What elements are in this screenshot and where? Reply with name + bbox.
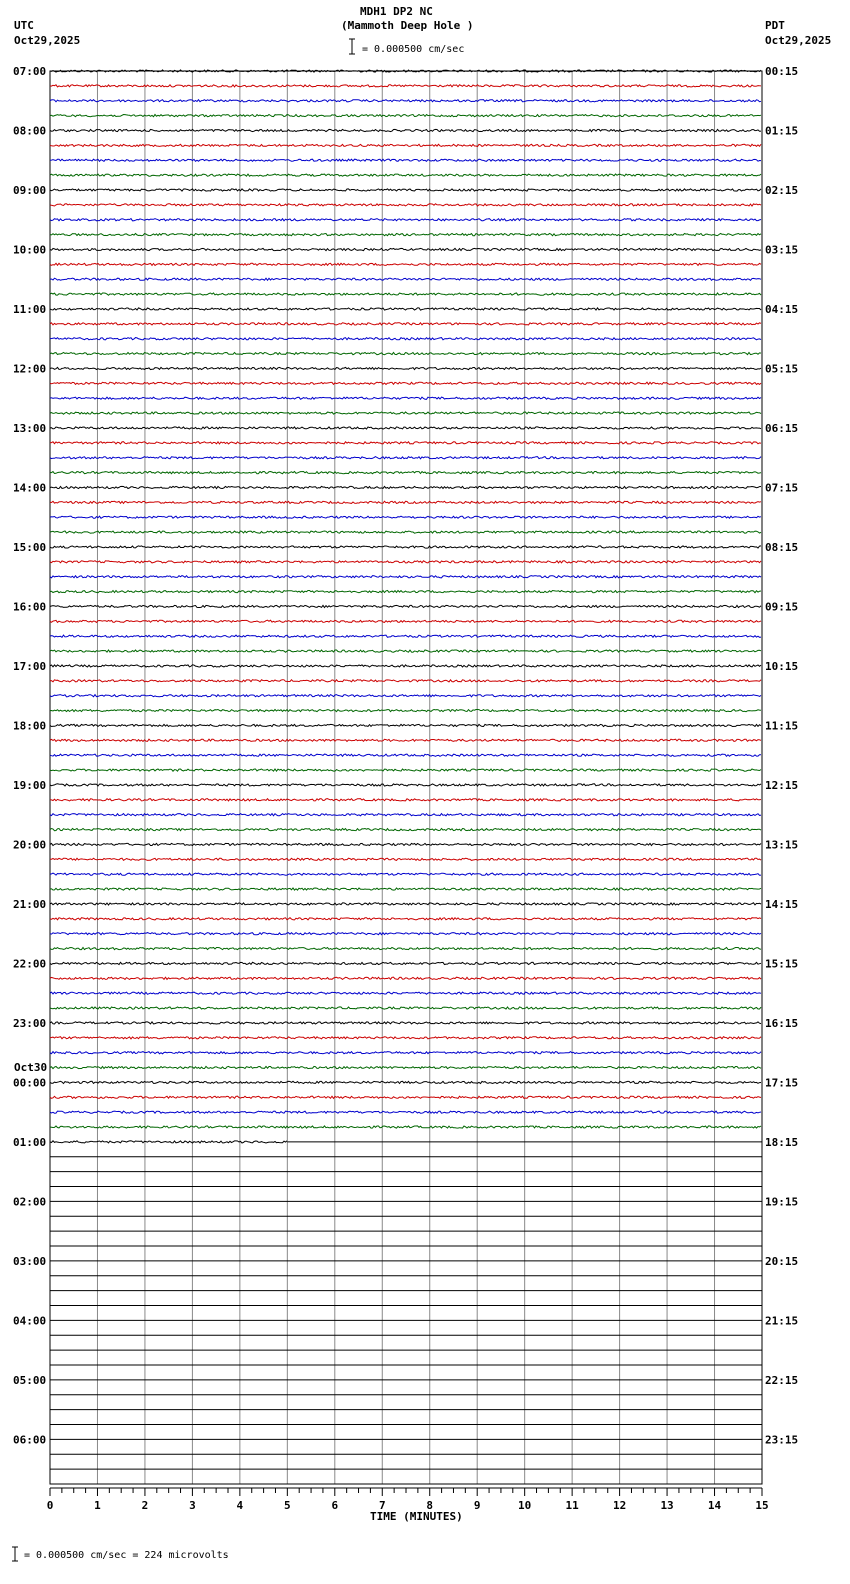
utc-hour-label: 01:00 xyxy=(13,1135,47,1149)
utc-date: Oct29,2025 xyxy=(14,34,81,47)
trace-54 xyxy=(50,873,761,875)
pdt-hour-label: 23:15 xyxy=(765,1433,799,1447)
trace-45 xyxy=(50,739,761,741)
trace-16 xyxy=(50,308,761,310)
trace-31 xyxy=(50,531,761,533)
trace-43 xyxy=(50,710,761,712)
pdt-hour-label: 18:15 xyxy=(765,1135,799,1149)
trace-26 xyxy=(50,457,761,459)
trace-35 xyxy=(50,591,761,593)
trace-2 xyxy=(50,100,761,102)
pdt-hour-label: 20:15 xyxy=(765,1254,799,1268)
trace-47 xyxy=(50,769,761,771)
trace-12 xyxy=(50,248,761,250)
pdt-hour-label: 17:15 xyxy=(765,1076,799,1090)
x-tick-label: 7 xyxy=(378,1499,386,1512)
trace-37 xyxy=(50,620,761,622)
trace-61 xyxy=(50,977,761,979)
utc-hour-label: 20:00 xyxy=(13,838,47,852)
pdt-hour-label: 11:15 xyxy=(765,719,799,733)
trace-71 xyxy=(50,1126,761,1128)
trace-3 xyxy=(50,115,761,117)
utc-label: UTC xyxy=(14,19,34,32)
pdt-hour-label: 14:15 xyxy=(765,897,799,911)
trace-39 xyxy=(50,650,761,652)
utc-hour-label: 08:00 xyxy=(13,124,47,138)
pdt-hour-label: 22:15 xyxy=(765,1373,799,1387)
trace-70 xyxy=(50,1111,761,1113)
trace-21 xyxy=(50,382,761,384)
trace-69 xyxy=(50,1096,761,1098)
pdt-hour-label: 16:15 xyxy=(765,1016,799,1030)
x-tick-label: 8 xyxy=(426,1499,434,1512)
trace-50 xyxy=(50,814,761,816)
trace-14 xyxy=(50,278,761,280)
trace-19 xyxy=(50,353,761,355)
trace-57 xyxy=(50,918,761,920)
trace-34 xyxy=(50,576,761,578)
pdt-hour-label: 21:15 xyxy=(765,1314,799,1328)
pdt-date: Oct29,2025 xyxy=(765,34,832,47)
trace-59 xyxy=(50,948,761,950)
utc-hour-label: 23:00 xyxy=(13,1016,47,1030)
trace-23 xyxy=(50,412,761,414)
trace-10 xyxy=(50,219,761,221)
trace-15 xyxy=(50,293,761,295)
x-tick-label: 15 xyxy=(755,1499,769,1512)
trace-24 xyxy=(50,427,761,429)
trace-41 xyxy=(50,680,761,682)
trace-63 xyxy=(50,1007,761,1009)
pdt-hour-label: 12:15 xyxy=(765,778,799,792)
utc-hour-label: 11:00 xyxy=(13,302,47,316)
x-tick-label: 13 xyxy=(660,1499,674,1512)
trace-6 xyxy=(50,159,761,161)
x-tick-label: 5 xyxy=(284,1499,291,1512)
utc-hour-label: 15:00 xyxy=(13,540,47,554)
trace-72 xyxy=(50,1141,287,1143)
trace-4 xyxy=(50,129,761,131)
pdt-hour-label: 00:15 xyxy=(765,65,799,78)
utc-hour-label: 03:00 xyxy=(13,1254,47,1268)
trace-22 xyxy=(50,397,761,399)
trace-49 xyxy=(50,799,761,801)
trace-48 xyxy=(50,784,761,786)
pdt-hour-label: 05:15 xyxy=(765,362,799,376)
trace-38 xyxy=(50,635,761,637)
pdt-hour-label: 13:15 xyxy=(765,838,799,852)
pdt-hour-label: 08:15 xyxy=(765,540,799,554)
trace-58 xyxy=(50,933,761,935)
utc-hour-label: 00:00 xyxy=(13,1076,47,1090)
utc-hour-label: 10:00 xyxy=(13,243,47,257)
x-tick-label: 6 xyxy=(331,1499,339,1512)
pdt-hour-label: 07:15 xyxy=(765,481,799,495)
trace-9 xyxy=(50,204,761,206)
utc-hour-label: 05:00 xyxy=(13,1373,47,1387)
utc-hour-label: 14:00 xyxy=(13,481,47,495)
trace-33 xyxy=(50,561,761,563)
trace-layer xyxy=(50,70,762,1484)
x-tick-label: 9 xyxy=(473,1499,481,1512)
x-tick-label: 10 xyxy=(518,1499,532,1512)
trace-20 xyxy=(50,367,761,369)
x-tick-label: 14 xyxy=(707,1499,722,1512)
x-axis-title: TIME (MINUTES) xyxy=(370,1510,463,1523)
trace-55 xyxy=(50,888,761,890)
utc-hour-label: 18:00 xyxy=(13,719,47,733)
trace-25 xyxy=(50,442,761,444)
x-tick-label: 2 xyxy=(141,1499,149,1512)
utc-hour-label: 17:00 xyxy=(13,659,47,673)
utc-hour-label: 22:00 xyxy=(13,957,47,971)
trace-36 xyxy=(50,605,761,607)
location-title: (Mammoth Deep Hole ) xyxy=(341,19,474,32)
x-axis xyxy=(47,1488,769,1512)
utc-hour-label: 06:00 xyxy=(13,1433,47,1447)
trace-66 xyxy=(50,1052,761,1054)
pdt-hour-label: 02:15 xyxy=(765,183,799,197)
calibration-label: = 0.000500 cm/sec = 224 microvolts xyxy=(24,1550,229,1561)
trace-65 xyxy=(50,1037,761,1039)
trace-17 xyxy=(50,323,761,325)
utc-hour-label: 07:00 xyxy=(13,65,47,78)
trace-68 xyxy=(50,1081,761,1083)
scale-label: = 0.000500 cm/sec xyxy=(362,44,465,55)
utc-hour-label: 21:00 xyxy=(13,897,47,911)
trace-13 xyxy=(50,263,761,265)
trace-30 xyxy=(50,516,761,518)
utc-hour-label: 09:00 xyxy=(13,183,47,197)
trace-11 xyxy=(50,234,761,236)
pdt-hour-label: 04:15 xyxy=(765,302,799,316)
pdt-hour-label: 03:15 xyxy=(765,243,799,257)
trace-51 xyxy=(50,829,761,831)
trace-52 xyxy=(50,843,761,845)
pdt-hour-label: 01:15 xyxy=(765,124,799,138)
trace-53 xyxy=(50,858,761,860)
trace-62 xyxy=(50,992,761,994)
x-tick-label: 1 xyxy=(94,1499,101,1512)
x-tick-label: 4 xyxy=(236,1499,244,1512)
station-title: MDH1 DP2 NC xyxy=(360,5,433,18)
trace-18 xyxy=(50,338,761,340)
trace-7 xyxy=(50,174,761,176)
utc-hour-label: 02:00 xyxy=(13,1195,47,1209)
trace-44 xyxy=(50,724,761,726)
pdt-label: PDT xyxy=(765,19,785,32)
pdt-hour-label: 15:15 xyxy=(765,957,799,971)
trace-28 xyxy=(50,486,761,488)
pdt-hour-label: 19:15 xyxy=(765,1195,799,1209)
pdt-hour-label: 09:15 xyxy=(765,600,799,614)
utc-hour-label: 12:00 xyxy=(13,362,47,376)
trace-42 xyxy=(50,695,761,697)
pdt-hour-label: 06:15 xyxy=(765,421,799,435)
trace-46 xyxy=(50,754,761,756)
utc-hour-label: 16:00 xyxy=(13,600,47,614)
trace-64 xyxy=(50,1022,761,1024)
trace-32 xyxy=(50,546,761,548)
x-tick-label: 11 xyxy=(565,1499,579,1512)
x-tick-label: 0 xyxy=(46,1499,54,1512)
date-change-label: Oct30 xyxy=(14,1061,48,1074)
x-tick-label: 3 xyxy=(189,1499,196,1512)
utc-hour-label: 19:00 xyxy=(13,778,47,792)
trace-67 xyxy=(50,1066,761,1068)
trace-5 xyxy=(50,144,761,146)
trace-40 xyxy=(50,665,761,667)
utc-hour-label: 04:00 xyxy=(13,1314,47,1328)
x-tick-label: 12 xyxy=(612,1499,627,1512)
trace-27 xyxy=(50,472,761,474)
grid-layer xyxy=(50,71,762,1484)
utc-hour-label: 13:00 xyxy=(13,421,47,435)
trace-29 xyxy=(50,501,761,503)
trace-1 xyxy=(50,85,761,87)
plot-border xyxy=(50,71,762,1484)
pdt-hour-label: 10:15 xyxy=(765,659,799,673)
trace-8 xyxy=(50,189,761,191)
trace-56 xyxy=(50,903,761,905)
trace-60 xyxy=(50,962,761,964)
